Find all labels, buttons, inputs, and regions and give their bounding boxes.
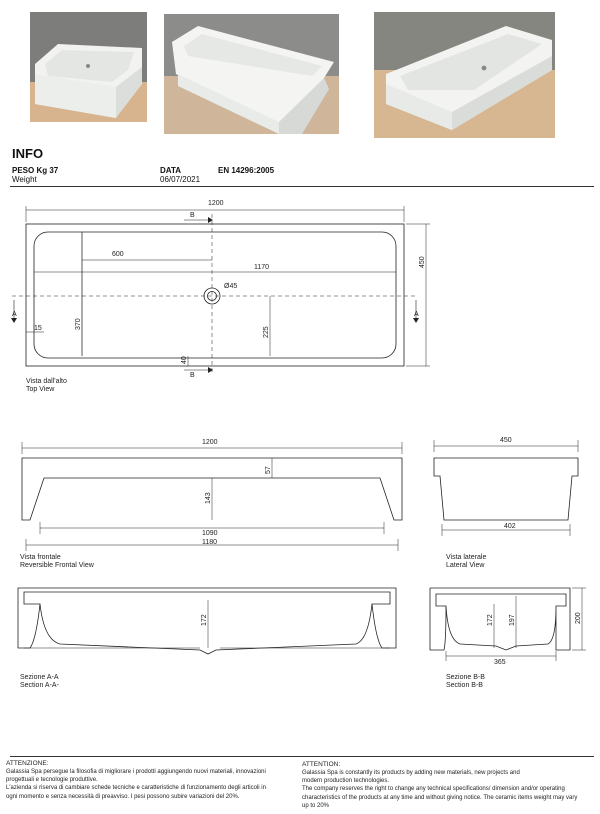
dim-top-width: 1200 [208,200,224,207]
notes-english [302,761,596,810]
section-b-top: B [190,212,195,219]
dim-bb-base: 365 [494,659,506,666]
dim-front-width: 1200 [202,439,218,446]
top-view-caption-en: Top View [26,386,55,393]
lateral-view-caption-it: Vista laterale [446,554,487,561]
section-bb-caption-it: Sezione B-B [446,674,485,681]
notes-it-line: Galassia Spa persegue la filosofia di migliorare i prodotti aggiungendo nuovi materiali, innovazioni [6,769,266,775]
notes-en-heading: ATTENTION: [302,761,341,768]
notes-en-line: up to 20% [302,802,330,809]
notes-en-line: The company reserves the right to change any technical specifications/ dimension and/or operating [302,786,565,793]
dim-aa-height: 172 [201,614,208,626]
dim-bb-height1: 172 [487,614,494,626]
dim-bb-total: 200 [575,612,582,624]
weight-label-en: Weight [12,175,37,184]
top-view-inner [34,232,396,358]
date-value: 06/07/2021 [160,175,201,184]
dim-bottom-gap: 40 [181,356,188,364]
notes-en-line: Galassia Spa is constantly its products by adding new materials, new projects and [302,770,520,776]
dim-bb-height2: 197 [509,614,516,626]
standard-label: EN 14296:2005 [218,166,275,175]
dim-front-height: 143 [205,492,212,504]
lateral-view-caption-en: Lateral View [446,562,485,569]
section-a-right: A [414,311,419,318]
notes-italian [6,760,296,801]
notes-en-line: characteristics of the products at any time and without giving notice. The ceramic items weight may vary [302,794,578,801]
dim-lateral-inner: 402 [504,523,516,530]
section-bb-outline [430,588,570,650]
section-aa-caption-en: Section A-A- [20,682,59,689]
info-title: INFO [12,146,44,161]
notes-it-line: ogni momento e senza necessità di preavviso. I pesi possono subire variazioni del 20%. [6,793,240,800]
front-view-caption-it: Vista frontale [20,554,61,561]
dim-lateral-width: 450 [500,437,512,444]
dim-front-inner-width: 1090 [202,530,218,537]
dim-front-base-width: 1180 [202,539,218,546]
section-aa-bowl [40,604,372,654]
dim-offset: 225 [263,326,270,338]
notes-en-line: modern production technologies. [302,778,390,785]
top-view-outline [26,224,404,366]
dim-side-inner: 370 [75,318,82,330]
section-aa-caption-it: Sezione A-A [20,674,59,681]
section-a-left: A [12,311,17,318]
front-view-caption-en: Reversible Frontal View [20,562,94,569]
notes-it-line: L'azienda si riserva di cambiare schede tecniche e caratteristiche di funzionamento degli articoli in [6,785,266,792]
weight-label-it: PESO Kg 37 [12,166,59,175]
dim-depth: 450 [419,256,426,268]
top-view-caption-it: Vista dall'alto [26,378,67,385]
dim-top-inner-half: 600 [112,251,124,258]
footer-divider [10,756,594,757]
date-label: DATA [160,166,182,175]
notes-it-line: progettuali e tecnologie produttive. [6,777,98,784]
dim-drain: Ø45 [224,283,238,290]
lateral-view-outline [434,458,578,520]
dim-front-rim: 57 [265,466,272,474]
section-b-bottom: B [190,372,195,379]
dim-top-inner-length: 1170 [254,264,270,271]
dim-wall: 15 [34,325,42,332]
section-bb-caption-en: Section B-B [446,682,483,689]
notes-it-heading: ATTENZIONE: [6,760,49,767]
